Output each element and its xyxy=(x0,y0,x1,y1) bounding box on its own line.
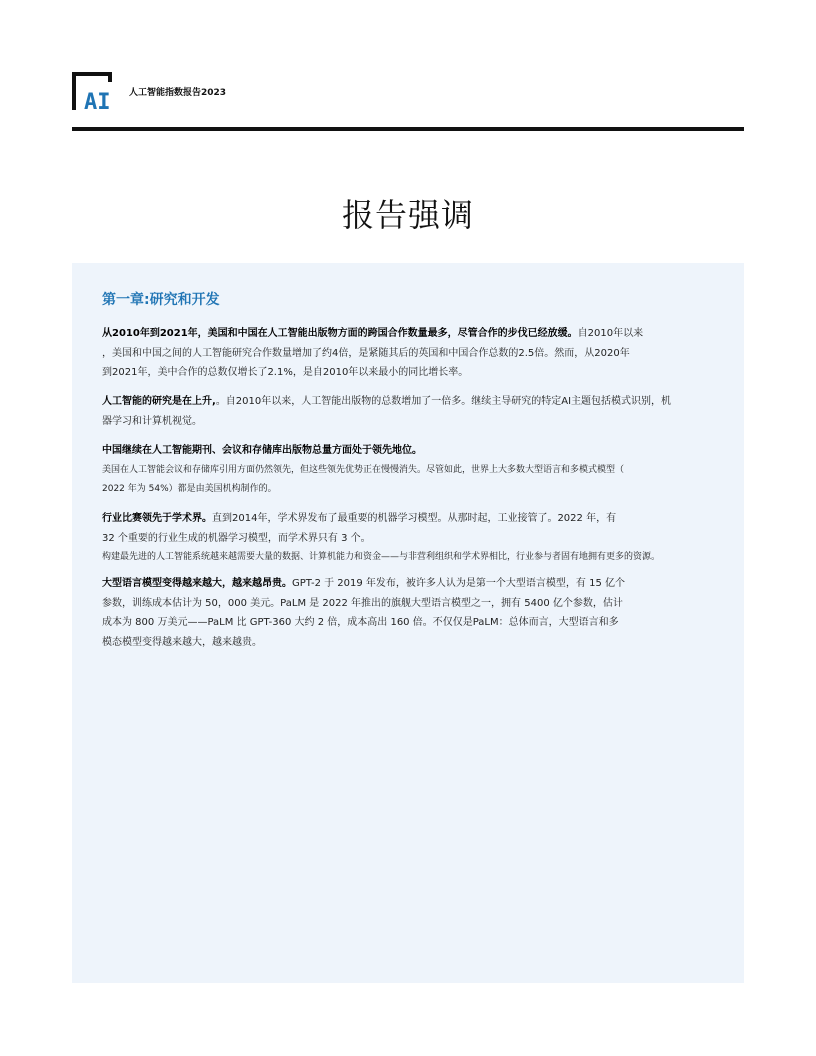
highlight-line: 到2021年，美中合作的总数仅增长了2.1%，是自2010年以来最小的同比增长率。 xyxy=(102,367,469,378)
highlight-lead: 从2010年到2021年，美国和中国在人工智能出版物方面的跨国合作数量最多，尽管合作的步伐已经放缓。 xyxy=(102,328,578,339)
highlights-panel xyxy=(72,263,744,983)
highlight-lead: 人工智能的研究是在上升, xyxy=(102,396,216,407)
highlight-paragraph xyxy=(102,441,722,500)
highlight-lead: 行业比赛领先于学术界。 xyxy=(102,513,212,524)
highlight-line: GPT-2 于 2019 年发布，被许多人认为是第一个大型语言模型，有 15 亿个 xyxy=(292,578,626,589)
highlight-line: 直到2014年，学术界发布了最重要的机器学习模型。从那时起，工业接管了。2022 年，有 xyxy=(212,513,617,524)
ai-index-logo xyxy=(72,72,118,112)
chapter-title: 第一章:研究和开发 xyxy=(102,292,220,308)
highlight-paragraph xyxy=(102,392,722,431)
highlight-line: 32 个重要的行业生成的机器学习模型，而学术界只有 3 个。 xyxy=(102,532,371,544)
highlight-line: 美国在人工智能会议和存储库引用方面仍然领先，但这些领先优势正在慢慢消失。尽管如此，世界上大多数大型语言和多模式模型（ xyxy=(102,464,625,475)
highlight-line: 。自2010年以来，人工智能出版物的总数增加了一倍多。继续主导研究的特定AI主题包括模式识别，机 xyxy=(215,396,672,407)
header-rule xyxy=(72,127,744,131)
highlight-line: 2022 年为 54%）都是由美国机构制作的。 xyxy=(102,484,277,494)
highlight-lead: 中国继续在人工智能期刊、会议和存储库出版物总量方面处于领先地位。 xyxy=(102,445,422,456)
highlight-line: 成本为 800 万美元——PaLM 比 GPT-360 大约 2 倍，成本高出 160 倍。不仅仅是PaLM：总体而言，大型语言和多 xyxy=(102,617,619,628)
highlight-line: 参数，训练成本估计为 50，000 美元。PaLM 是 2022 年推出的旗舰大型语言模型之一，拥有 5400 亿个参数，估计 xyxy=(102,597,623,609)
svg-text:AI: AI xyxy=(84,90,111,112)
highlight-line: ，美国和中国之间的人工智能研究合作数量增加了约4倍，是紧随其后的英国和中国合作总数的2.5倍。然而，从2020年 xyxy=(102,347,630,359)
report-header xyxy=(72,70,744,132)
highlight-line: 构建最先进的人工智能系统越来越需要大量的数据、计算机能力和资金——与非营利组织和学术界相比，行业参与者固有地拥有更多的资源。 xyxy=(102,552,661,562)
highlight-lead: 大型语言模型变得越来越大，越来越昂贵。 xyxy=(102,578,292,589)
highlight-line: 器学习和计算机视觉。 xyxy=(102,415,202,427)
highlight-paragraph xyxy=(102,574,722,652)
highlight-paragraph xyxy=(102,509,722,568)
highlight-paragraph xyxy=(102,324,722,383)
page-title: 报告强调 xyxy=(341,196,474,234)
report-name: 人工智能指数报告2023 xyxy=(129,88,227,98)
highlight-line: 自2010年以来 xyxy=(577,328,644,339)
highlight-line: 模态模型变得越来越大，越来越贵。 xyxy=(102,636,262,648)
